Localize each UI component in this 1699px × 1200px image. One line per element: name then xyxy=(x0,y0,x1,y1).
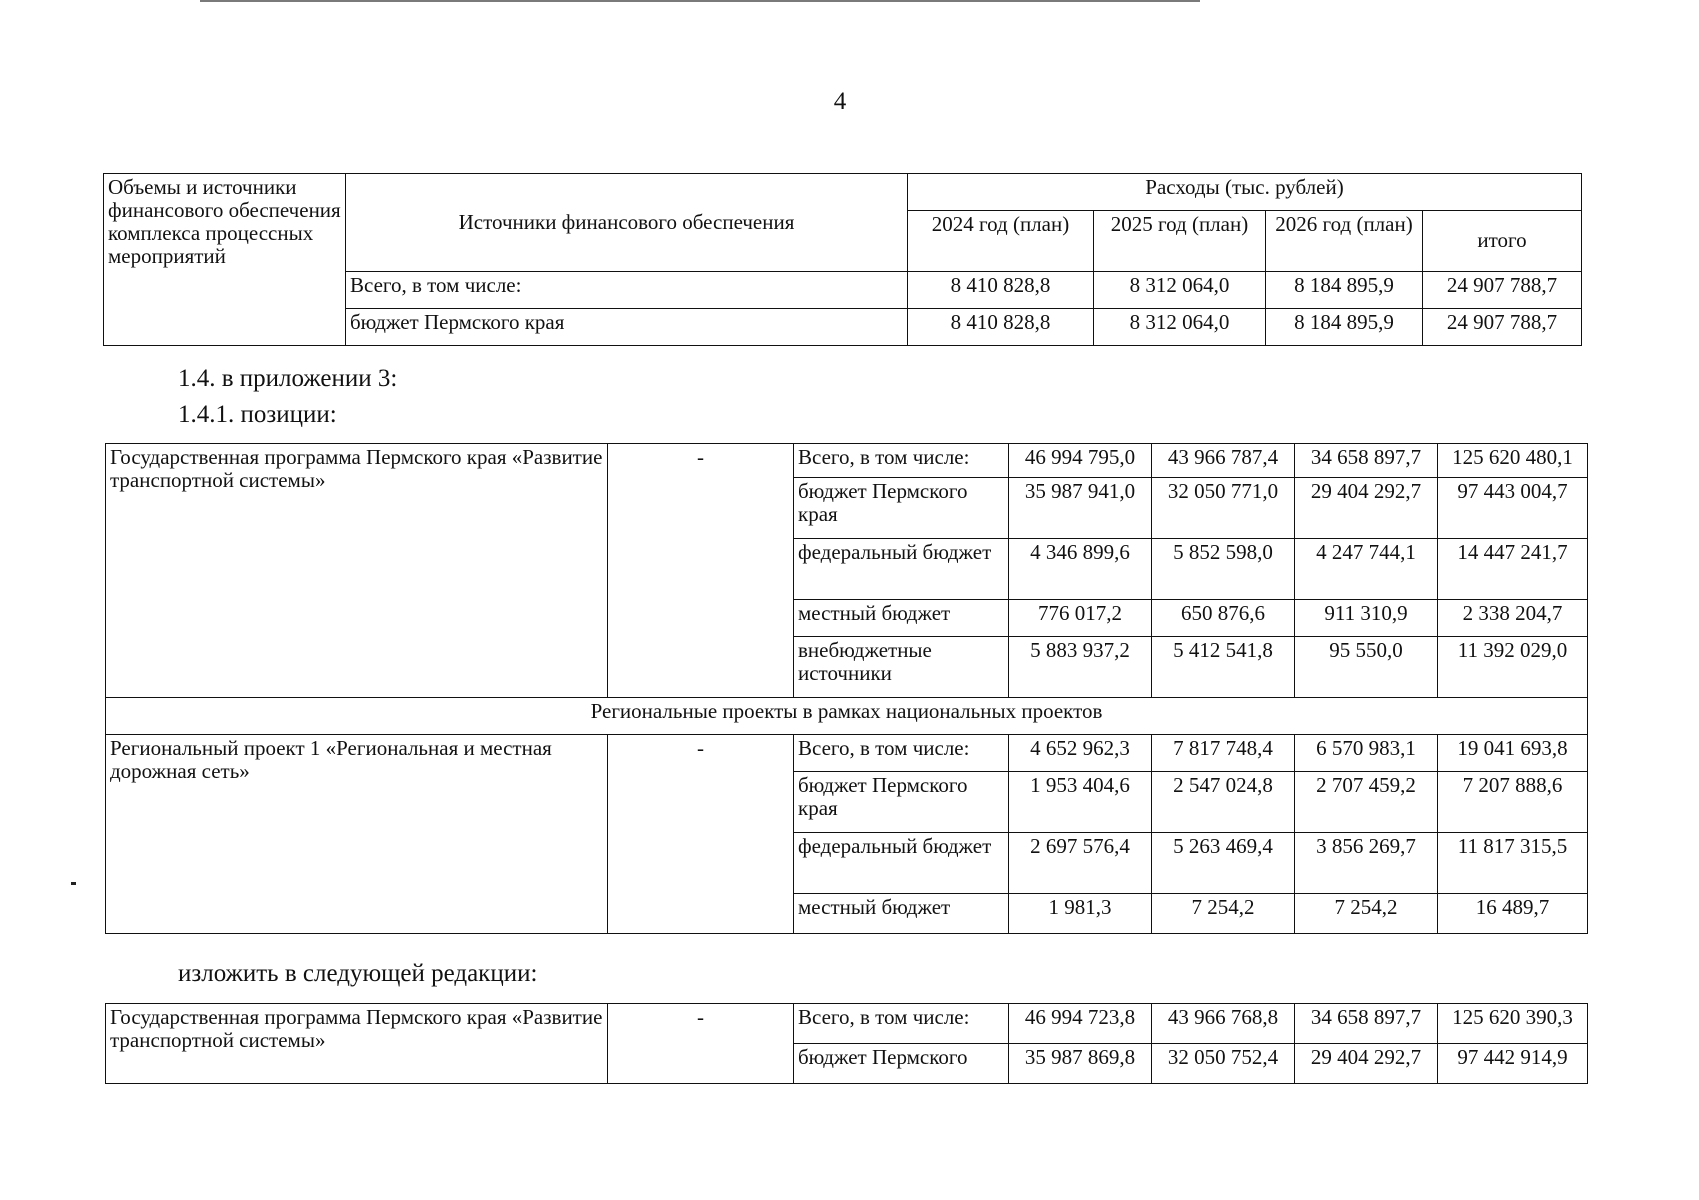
column-header: 2025 год (план) xyxy=(1094,211,1266,272)
paragraph-appendix: 1.4. в приложении 3: xyxy=(178,365,398,392)
program-dash: - xyxy=(608,444,794,698)
scan-mark xyxy=(71,882,76,885)
table-cell: 3 856 269,7 xyxy=(1295,833,1438,894)
project-dash: - xyxy=(608,735,794,934)
row-label: бюджет Пермского края xyxy=(346,309,908,346)
program-table-new xyxy=(105,1003,1588,1084)
table-cell: 6 570 983,1 xyxy=(1295,735,1438,772)
table-cell: 2 547 024,8 xyxy=(1152,772,1295,833)
table-cell: 34 658 897,7 xyxy=(1295,1004,1438,1044)
paragraph-positions: 1.4.1. позиции: xyxy=(178,401,337,428)
table-cell: 911 310,9 xyxy=(1295,600,1438,637)
row-label: Всего, в том числе: xyxy=(794,444,1009,478)
table-cell: 125 620 390,3 xyxy=(1438,1004,1588,1044)
row-label: Всего, в том числе: xyxy=(346,272,908,309)
column-header: итого xyxy=(1423,211,1582,272)
table-cell: 4 346 899,6 xyxy=(1009,539,1152,600)
table-cell: 19 041 693,8 xyxy=(1438,735,1588,772)
table-cell: 5 852 598,0 xyxy=(1152,539,1295,600)
program-dash: - xyxy=(608,1004,794,1084)
table-cell: 11 392 029,0 xyxy=(1438,637,1588,698)
paragraph-new-edition: изложить в следующей редакции: xyxy=(178,960,538,987)
table-cell: 29 404 292,7 xyxy=(1295,478,1438,539)
table-cell: 7 207 888,6 xyxy=(1438,772,1588,833)
scan-mark xyxy=(200,0,1200,2)
table-cell: 29 404 292,7 xyxy=(1295,1044,1438,1084)
row-label: федеральный бюджет xyxy=(794,539,1009,600)
funding-table xyxy=(103,173,1582,346)
table-cell: 97 442 914,9 xyxy=(1438,1044,1588,1084)
table-cell: 95 550,0 xyxy=(1295,637,1438,698)
table-cell: 14 447 241,7 xyxy=(1438,539,1588,600)
expenses-header: Расходы (тыс. рублей) xyxy=(908,174,1582,211)
table-cell: 5 883 937,2 xyxy=(1009,637,1152,698)
table-cell: 4 652 962,3 xyxy=(1009,735,1152,772)
table-cell: 43 966 787,4 xyxy=(1152,444,1295,478)
column-header: 2026 год (план) xyxy=(1266,211,1423,272)
table-cell: 5 412 541,8 xyxy=(1152,637,1295,698)
table-cell: 776 017,2 xyxy=(1009,600,1152,637)
funding-label: Объемы и источники финансового обеспечения комплекса процессных мероприятий xyxy=(104,174,346,346)
table-cell: 125 620 480,1 xyxy=(1438,444,1588,478)
row-label: бюджет Пермского xyxy=(794,1044,1009,1084)
row-label: федеральный бюджет xyxy=(794,833,1009,894)
table-cell: 46 994 795,0 xyxy=(1009,444,1152,478)
row-label: местный бюджет xyxy=(794,894,1009,934)
table-cell: 35 987 869,8 xyxy=(1009,1044,1152,1084)
table-cell: 2 707 459,2 xyxy=(1295,772,1438,833)
table-cell: 8 410 828,8 xyxy=(908,272,1094,309)
table-cell: 4 247 744,1 xyxy=(1295,539,1438,600)
page-number: 4 xyxy=(833,88,847,115)
table-cell: 35 987 941,0 xyxy=(1009,478,1152,539)
table-cell: 24 907 788,7 xyxy=(1423,272,1582,309)
table-cell: 8 184 895,9 xyxy=(1266,272,1423,309)
section-title: Региональные проекты в рамках национальных проектов xyxy=(106,698,1588,735)
table-cell: 7 254,2 xyxy=(1152,894,1295,934)
row-label: Всего, в том числе: xyxy=(794,1004,1009,1044)
row-label: бюджет Пермского края xyxy=(794,478,1009,539)
table-cell: 34 658 897,7 xyxy=(1295,444,1438,478)
table-cell: 32 050 752,4 xyxy=(1152,1044,1295,1084)
table-cell: 8 184 895,9 xyxy=(1266,309,1423,346)
table-cell: 8 312 064,0 xyxy=(1094,272,1266,309)
table-cell: 11 817 315,5 xyxy=(1438,833,1588,894)
table-cell: 8 410 828,8 xyxy=(908,309,1094,346)
table-cell: 16 489,7 xyxy=(1438,894,1588,934)
table-cell: 2 697 576,4 xyxy=(1009,833,1152,894)
table-cell: 5 263 469,4 xyxy=(1152,833,1295,894)
table-cell: 43 966 768,8 xyxy=(1152,1004,1295,1044)
table-cell: 7 254,2 xyxy=(1295,894,1438,934)
table-cell: 1 953 404,6 xyxy=(1009,772,1152,833)
project-name: Региональный проект 1 «Региональная и местная дорожная сеть» xyxy=(106,735,608,934)
sources-header: Источники финансового обеспечения xyxy=(346,174,908,272)
table-cell: 24 907 788,7 xyxy=(1423,309,1582,346)
program-table xyxy=(105,443,1588,934)
table-cell: 2 338 204,7 xyxy=(1438,600,1588,637)
table-cell: 97 443 004,7 xyxy=(1438,478,1588,539)
row-label: внебюджетные источники xyxy=(794,637,1009,698)
column-header: 2024 год (план) xyxy=(908,211,1094,272)
table-cell: 46 994 723,8 xyxy=(1009,1004,1152,1044)
table-cell: 32 050 771,0 xyxy=(1152,478,1295,539)
program-name: Государственная программа Пермского края «Развитие транспортной системы» xyxy=(106,1004,608,1084)
table-cell: 7 817 748,4 xyxy=(1152,735,1295,772)
table-cell: 1 981,3 xyxy=(1009,894,1152,934)
row-label: местный бюджет xyxy=(794,600,1009,637)
table-cell: 8 312 064,0 xyxy=(1094,309,1266,346)
row-label: бюджет Пермского края xyxy=(794,772,1009,833)
table-cell: 650 876,6 xyxy=(1152,600,1295,637)
program-name: Государственная программа Пермского края «Развитие транспортной системы» xyxy=(106,444,608,698)
row-label: Всего, в том числе: xyxy=(794,735,1009,772)
